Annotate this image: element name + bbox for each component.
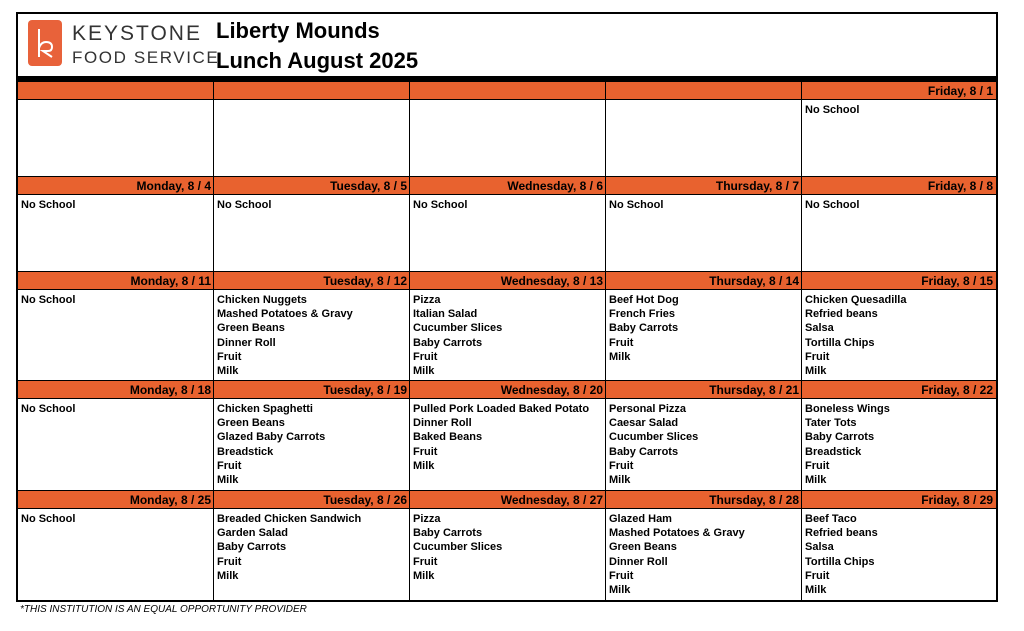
menu-item: Pizza <box>413 513 441 525</box>
menu-item: Breaded Chicken Sandwich <box>217 513 362 525</box>
day-header <box>410 82 606 100</box>
menu-item: Glazed Ham <box>609 513 672 525</box>
day-header: Tuesday, 8 / 5 <box>214 177 410 195</box>
day-header: Wednesday, 8 / 13 <box>410 272 606 290</box>
menu-items <box>805 198 859 212</box>
menu-item: Beef Taco <box>805 513 857 525</box>
menu-item: Fruit <box>805 350 830 363</box>
day-cell <box>410 82 606 177</box>
menu-items <box>217 293 353 378</box>
menu-items <box>805 512 878 597</box>
menu-items <box>413 293 502 378</box>
menu-item: No School <box>805 199 860 211</box>
day-cell <box>18 272 214 381</box>
menu-item: Milk <box>805 474 827 487</box>
day-header: Tuesday, 8 / 12 <box>214 272 410 290</box>
day-cell <box>18 82 214 177</box>
menu-item: Breadstick <box>805 445 862 458</box>
day-header: Monday, 8 / 25 <box>18 491 214 509</box>
day-header: Wednesday, 8 / 27 <box>410 491 606 509</box>
keystone-logo-icon <box>28 20 62 66</box>
day-header: Thursday, 8 / 21 <box>606 381 802 399</box>
menu-items <box>609 198 663 212</box>
menu-item: Fruit <box>609 569 634 582</box>
row-divider <box>18 380 996 381</box>
menu-item: Chicken Nuggets <box>217 294 307 306</box>
day-cell <box>18 491 214 601</box>
day-cell <box>214 491 410 601</box>
menu-item: Milk <box>413 569 435 582</box>
logo-k-glyph <box>28 20 62 66</box>
day-header: Friday, 8 / 29 <box>802 491 996 509</box>
day-cell <box>214 381 410 491</box>
day-cell <box>802 491 996 601</box>
menu-item: Baked Beans <box>413 431 483 444</box>
menu-title: Lunch August 2025 <box>216 48 419 73</box>
menu-item: Pizza <box>413 294 441 306</box>
day-cell <box>802 177 996 272</box>
menu-item: Fruit <box>413 555 438 568</box>
menu-item: Fruit <box>217 459 242 472</box>
day-header: Friday, 8 / 15 <box>802 272 996 290</box>
day-header: Monday, 8 / 11 <box>18 272 214 290</box>
day-header: Friday, 8 / 22 <box>802 381 996 399</box>
menu-items <box>217 512 361 583</box>
column-divider <box>409 82 410 601</box>
menu-item: Green Beans <box>217 322 285 335</box>
menu-item: Fruit <box>217 350 242 363</box>
menu-item: Glazed Baby Carrots <box>217 431 326 444</box>
column-divider <box>213 82 214 601</box>
week-row <box>18 177 996 272</box>
day-header: Thursday, 8 / 7 <box>606 177 802 195</box>
week-row <box>18 272 996 381</box>
menu-item: Fruit <box>413 350 438 363</box>
menu-item: Cucumber Slices <box>609 431 699 444</box>
menu-items <box>805 402 890 487</box>
menu-item: Milk <box>413 459 435 472</box>
menu-item: No School <box>217 199 272 211</box>
menu-item: Milk <box>217 474 239 487</box>
menu-item: Dinner Roll <box>217 336 276 349</box>
day-header <box>18 82 214 100</box>
menu-item: No School <box>21 294 76 306</box>
week-row <box>18 491 996 601</box>
day-header: Wednesday, 8 / 6 <box>410 177 606 195</box>
day-cell <box>606 272 802 381</box>
row-divider <box>18 490 996 491</box>
day-header: Wednesday, 8 / 20 <box>410 381 606 399</box>
day-header: Friday, 8 / 8 <box>802 177 996 195</box>
day-cell <box>410 491 606 601</box>
week-row <box>18 381 996 491</box>
menu-items <box>21 402 75 416</box>
menu-item: Baby Carrots <box>413 336 483 349</box>
menu-item: Milk <box>805 365 827 378</box>
menu-item: No School <box>413 199 468 211</box>
menu-items <box>609 402 698 487</box>
menu-item: Garden Salad <box>217 527 288 540</box>
brand-subtitle: FOOD SERVICE <box>72 48 220 67</box>
menu-item: Milk <box>609 474 631 487</box>
menu-item: Breadstick <box>217 445 274 458</box>
day-cell <box>802 82 996 177</box>
row-divider <box>18 176 996 177</box>
menu-items <box>413 402 589 473</box>
menu-item: Fruit <box>805 459 830 472</box>
menu-item: No School <box>21 513 76 525</box>
day-header: Thursday, 8 / 14 <box>606 272 802 290</box>
day-header <box>214 82 410 100</box>
calendar-header <box>18 14 996 76</box>
menu-item: Cucumber Slices <box>413 541 503 554</box>
menu-calendar-frame <box>16 12 998 602</box>
menu-item: Baby Carrots <box>217 541 287 554</box>
menu-item: Mashed Potatoes & Gravy <box>217 308 353 321</box>
menu-item: Refried beans <box>805 527 878 540</box>
day-cell <box>606 491 802 601</box>
menu-item: Green Beans <box>217 417 285 430</box>
menu-item: No School <box>21 403 76 415</box>
day-header: Tuesday, 8 / 26 <box>214 491 410 509</box>
menu-items <box>217 402 325 487</box>
school-name: Liberty Mounds <box>216 18 380 43</box>
menu-item: Milk <box>217 365 239 378</box>
menu-item: Cucumber Slices <box>413 322 503 335</box>
menu-item: Baby Carrots <box>609 445 679 458</box>
menu-item: Personal Pizza <box>609 403 687 415</box>
menu-item: Baby Carrots <box>609 322 679 335</box>
menu-item: Milk <box>609 350 631 363</box>
menu-items <box>609 512 745 597</box>
menu-item: Mashed Potatoes & Gravy <box>609 527 745 540</box>
menu-item: Baby Carrots <box>413 527 483 540</box>
day-cell <box>606 177 802 272</box>
menu-item: Tortilla Chips <box>805 555 875 568</box>
brand-name: KEYSTONE <box>72 22 202 45</box>
day-cell <box>606 381 802 491</box>
equal-opportunity-notice: *THIS INSTITUTION IS AN EQUAL OPPORTUNITY PROVIDER <box>20 604 307 615</box>
day-header: Monday, 8 / 18 <box>18 381 214 399</box>
menu-item: Chicken Quesadilla <box>805 294 907 306</box>
week-row <box>18 82 996 177</box>
menu-item: Fruit <box>609 336 634 349</box>
menu-item: Salsa <box>805 541 834 554</box>
menu-item: Green Beans <box>609 541 677 554</box>
menu-items <box>217 198 271 212</box>
menu-item: Fruit <box>217 555 242 568</box>
menu-item: Caesar Salad <box>609 417 679 430</box>
menu-items <box>805 293 906 378</box>
row-divider <box>18 271 996 272</box>
menu-item: Fruit <box>805 569 830 582</box>
day-cell <box>214 272 410 381</box>
day-cell <box>18 177 214 272</box>
menu-item: No School <box>805 104 860 116</box>
menu-item: Fruit <box>609 459 634 472</box>
menu-items <box>21 198 75 212</box>
day-cell <box>214 177 410 272</box>
menu-item: Milk <box>413 365 435 378</box>
menu-item: Dinner Roll <box>609 555 668 568</box>
menu-item: Chicken Spaghetti <box>217 403 313 415</box>
day-cell <box>606 82 802 177</box>
menu-item: Refried beans <box>805 308 878 321</box>
day-header: Tuesday, 8 / 19 <box>214 381 410 399</box>
day-cell <box>410 381 606 491</box>
menu-item: Beef Hot Dog <box>609 294 679 306</box>
menu-item: Dinner Roll <box>413 417 472 430</box>
menu-item: Tater Tots <box>805 417 857 430</box>
day-cell <box>214 82 410 177</box>
day-header: Thursday, 8 / 28 <box>606 491 802 509</box>
menu-item: Italian Salad <box>413 308 478 321</box>
menu-item: No School <box>21 199 76 211</box>
menu-items <box>609 293 679 364</box>
menu-item: French Fries <box>609 308 676 321</box>
day-cell <box>410 177 606 272</box>
day-cell <box>802 381 996 491</box>
menu-item: Fruit <box>413 445 438 458</box>
menu-item: Milk <box>609 584 631 597</box>
menu-item: Salsa <box>805 322 834 335</box>
day-header: Monday, 8 / 4 <box>18 177 214 195</box>
menu-items <box>805 103 859 117</box>
menu-items <box>413 198 467 212</box>
menu-item: Baby Carrots <box>805 431 875 444</box>
day-cell <box>410 272 606 381</box>
day-header <box>606 82 802 100</box>
menu-item: Pulled Pork Loaded Baked Potato <box>413 403 590 415</box>
menu-items <box>21 512 75 526</box>
menu-items <box>21 293 75 307</box>
menu-item: Boneless Wings <box>805 403 890 415</box>
menu-item: Milk <box>217 569 239 582</box>
menu-items <box>413 512 502 583</box>
day-header: Friday, 8 / 1 <box>802 82 996 100</box>
day-cell <box>18 381 214 491</box>
column-divider <box>605 82 606 601</box>
menu-item: No School <box>609 199 664 211</box>
menu-item: Milk <box>805 584 827 597</box>
day-cell <box>802 272 996 381</box>
menu-item: Tortilla Chips <box>805 336 875 349</box>
column-divider <box>801 82 802 601</box>
